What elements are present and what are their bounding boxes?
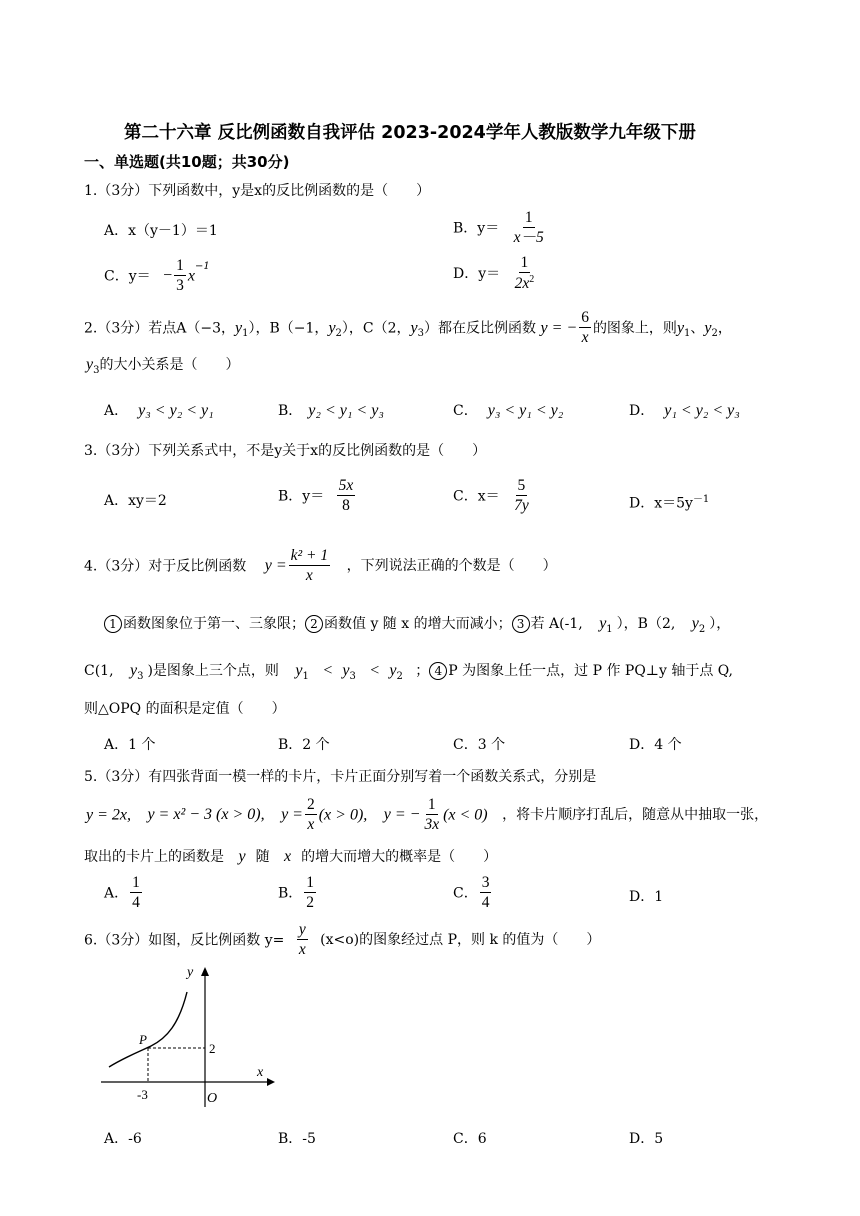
question-1-stem: 1.（3分）下列函数中，y是x的反比例函数的是（ ） [84, 183, 431, 199]
q4-option-d: D．4 个 [629, 737, 682, 753]
q6-option-c: C．6 [453, 1131, 487, 1147]
hyperbola-graph [95, 962, 280, 1114]
x-axis-label: x [257, 1065, 264, 1080]
x-tick-label: -3 [137, 1087, 148, 1102]
q2-option-d: D． y₁ < y₂ < y₃ [629, 402, 740, 419]
point-p-label: P [139, 1032, 147, 1047]
q6-option-d: D．5 [629, 1131, 664, 1147]
question-2-line2: $y_3$的大小关系是（ ） [86, 356, 240, 376]
q2-option-c: C． y₃ < y₁ < y₂ [453, 402, 564, 419]
section-heading: 一、单选题(共10题；共30分) [84, 153, 290, 171]
question-5-functions: y = 2x, y = x² − 3 (x > 0), y = $\frac{2}{x}$ (x > 0), y = − $\frac{1}{3x}$ (x < 0) ，将卡片顺序打乱后，随意从中抽取一张， [86, 796, 769, 834]
y-tick-label: 2 [209, 1041, 216, 1056]
question-4-line3: 则△OPQ 的面积是定值（ ） [84, 701, 286, 717]
q2-option-a: A． y₃ < y₂ < y₁ [104, 402, 214, 419]
q6-option-b: B．-5 [278, 1131, 316, 1147]
question-6-stem: 6.（3分）如图，反比例函数 y= $\frac{y}{x}$ (x<o)的图象经过点 P，则 k 的值为（ ） [84, 921, 601, 959]
q3-option-b: B．y＝ $\frac{5x}{8}$ [278, 477, 354, 515]
page-title: 第二十六章 反比例函数自我评估 2023-2024学年人教版数学九年级下册 [124, 123, 696, 143]
q1-option-a: A．x（y－1）＝1 [104, 223, 218, 239]
question-2-stem: 2.（3分）若点A（−3，$y_1$），B（−1，$y_2$），C（2，$y_3$）都在反比例函数 y = − $\frac{6}{x}$ 的图象上，则$y_1$、$y_2$， [84, 309, 732, 347]
x-axis-arrow [267, 1078, 275, 1086]
q3-option-d: D．$x=5y^{-1}$ [629, 494, 710, 512]
q5-option-a: A． $\frac{1}{4}$ [104, 874, 140, 912]
q3-option-a: A．xy＝2 [104, 493, 167, 509]
question-4-stem: 4.（3分）对于反比例函数 y = $\frac{\text{k² + 1}}{x}$ ，下列说法正确的个数是（ ） [84, 547, 557, 585]
question-4-line1: 1 函数图象位于第一、三象限； 2 函数值 y 随 x 的增大而减小； 3 若 A(-1, $y_1$ ），B（2, $y_2$ ）， [104, 613, 804, 635]
q1-option-d: D．y＝ $\frac{1}{2x^2}$ [453, 254, 535, 293]
q4-option-c: C．3 个 [453, 737, 506, 753]
q3-option-c: C．x＝ $\frac{5}{7y}$ [453, 477, 529, 515]
q1-option-b: B．y＝ $\frac{1}{x-5}$ [453, 209, 544, 247]
question-3-stem: 3.（3分）下列关系式中，不是y关于x的反比例函数的是（ ） [84, 443, 487, 459]
origin-label: O [207, 1091, 218, 1106]
q4-option-b: B．2 个 [278, 737, 330, 753]
question-5-stem: 5.（3分）有四张背面一模一样的卡片，卡片正面分别写着一个函数关系式，分别是 [84, 769, 597, 785]
q5-option-c: C． $\frac{3}{4}$ [453, 874, 490, 912]
q2-option-b: B． y₂ < y₁ < y₃ [278, 402, 384, 419]
q5-option-d: D．1 [629, 889, 664, 905]
q1-option-c: C．y＝ − $\frac{1}{3}$ $x^{-1}$ [104, 257, 210, 295]
q5-option-b: B． $\frac{1}{2}$ [278, 874, 315, 912]
y-axis-arrow [201, 967, 209, 976]
question-5-line3: 取出的卡片上的函数是 y 随 x 的增大而增大的概率是（ ） [84, 848, 498, 865]
y-axis-label: y [187, 965, 194, 980]
q6-option-a: A．-6 [104, 1131, 142, 1147]
q4-option-a: A．1 个 [104, 737, 156, 753]
question-4-line2: C(1, $y_3$ )是图象上三个点，则 $y_1 < y_3 < y_2$ ； 4 P 为图象上任一点，过 P 作 PQ⊥y 轴于点 Q, [84, 662, 734, 682]
